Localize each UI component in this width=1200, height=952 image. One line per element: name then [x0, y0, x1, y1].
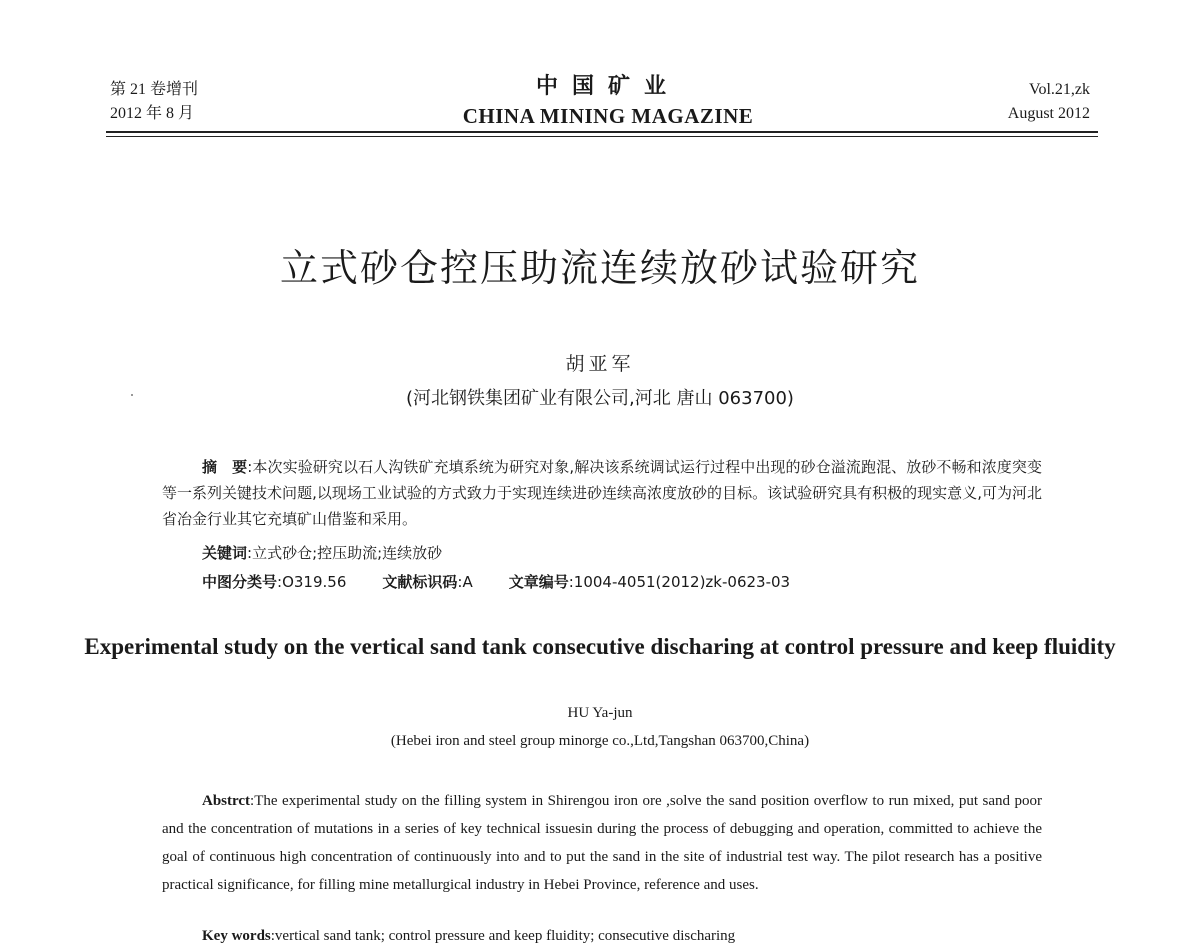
abstract-cn-label: 摘 要	[202, 458, 248, 476]
journal-name-cn: 中国矿业	[535, 74, 680, 99]
affiliation-en: (Hebei iron and steel group minorge co.,Ltd,Tangshan 063700,China)	[390, 733, 810, 749]
header-volume-cn: 第 21 卷增刊	[110, 81, 199, 98]
abstract-en-label: Abstrct	[202, 793, 251, 809]
abstract-cn-text: :本次实验研究以石人沟铁矿充填系统为研究对象,解决该系统调试运行过程中出现的砂仓溢流跑混、放砂不畅和浓度突变等一系列关键技术问题,以现场工业试验的方式致力于实现连续进砂连续高浓度放砂的目标。该试验研究具有积极的现实意义,可为河北省冶金行业其它充填矿山借鉴和采用。	[162, 458, 1042, 528]
clc-value: :O319.56	[277, 573, 347, 591]
author-en: HU Ya-jun	[567, 705, 633, 721]
author-cn: 胡亚军	[565, 353, 635, 375]
keywords-en	[202, 928, 735, 945]
abstract-en-text: :The experimental study on the filling system in Shirengou iron ore ,solve the sand position overflow to run mixed, put sand poor and the concentration of mutations in a series of key technical issuesin during the process of debugging and operation, committed to achieve the goal of continuous high concentration of continuously into and to put the sand in the site of industrial test way. The pilot research has a positive practical significance, for filling mine metallurgical industry in Hebei Province, reference and uses.	[162, 793, 1042, 893]
keywords-cn	[202, 542, 442, 563]
header-rule-thin	[106, 136, 1098, 137]
keywords-cn-text: :立式砂仓;控压助流;连续放砂	[247, 544, 443, 562]
article-no-value: :1004-4051(2012)zk-0623-03	[568, 573, 791, 591]
clc-label: 中图分类号	[202, 573, 278, 591]
doc-code-value: :A	[457, 573, 473, 591]
journal-name-en: CHINA MINING MAGAZINE	[462, 104, 754, 128]
header-date-cn: 2012 年 8 月	[110, 105, 195, 122]
keywords-en-text: :vertical sand tank; control pressure and keep fluidity; consecutive discharing	[270, 928, 736, 944]
abstract-en	[162, 787, 1042, 899]
paper-title-en: Experimental study on the vertical sand tank consecutive discharing at control pressure and keep fluidity	[84, 634, 1116, 659]
header-volume-date-en	[1008, 78, 1090, 126]
affiliation-cn: (河北钢铁集团矿业有限公司,河北 唐山 063700)	[406, 388, 794, 409]
header-date-en: August 2012	[1007, 105, 1090, 122]
keywords-en-label: Key words	[202, 928, 271, 944]
paper-title-cn: 立式砂仓控压助流连续放砂试验研究	[279, 246, 920, 290]
header-volume-en: Vol.21,zk	[1028, 81, 1090, 98]
doc-code-label: 文献标识码	[382, 573, 458, 591]
classification-line	[202, 571, 790, 592]
keywords-cn-label: 关键词	[202, 544, 248, 562]
article-no-label: 文章编号	[508, 573, 569, 591]
abstract-cn	[162, 454, 1042, 532]
header-rule-thick	[106, 131, 1098, 133]
